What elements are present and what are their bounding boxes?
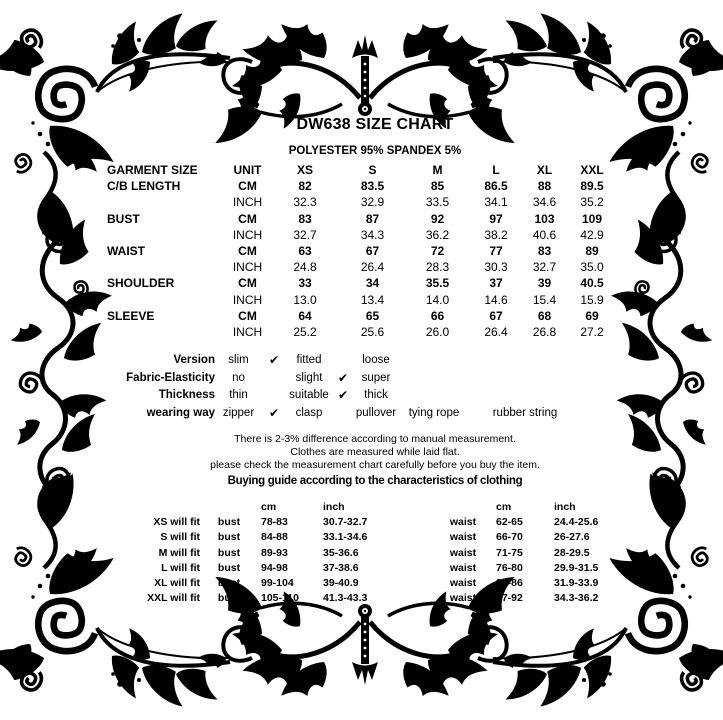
guide-cell: 35-36.6 <box>323 546 359 559</box>
value-cell: 77 <box>489 243 503 258</box>
attribute-option: thin <box>229 389 248 401</box>
value-cell: 83 <box>537 243 552 258</box>
size-chart-row <box>107 324 617 340</box>
fabric-composition: POLYESTER 95% SPANDEX 5% <box>288 145 462 157</box>
value-cell: 28.3 <box>425 260 450 275</box>
size-chart-header-cell: UNIT <box>233 163 262 177</box>
value-cell: 82 <box>298 179 312 194</box>
guide-cell: bust <box>217 531 241 544</box>
attribute-option <box>398 387 470 405</box>
guide-size-label: M will fit <box>158 546 200 559</box>
attribute-option: pullover <box>355 406 397 419</box>
guide-cell: 94-98 <box>261 561 288 574</box>
unit-cell: INCH <box>232 195 263 210</box>
attribute-option: clasp <box>295 406 323 419</box>
guide-cell: waist <box>449 546 477 559</box>
guide-size-label: XS will fit <box>153 516 200 529</box>
value-cell: 13.0 <box>293 292 317 307</box>
guide-cell: 24.4-25.6 <box>554 516 599 529</box>
value-cell: 27.2 <box>580 324 604 339</box>
attribute-label: Version <box>173 354 215 366</box>
guide-cell: 34.3-36.2 <box>554 592 599 605</box>
value-cell: 69 <box>585 308 599 323</box>
value-cell: 14.6 <box>484 292 508 307</box>
guide-cell: 81-86 <box>496 576 523 589</box>
buying-guide-table <box>120 500 628 606</box>
value-cell: 25.2 <box>293 324 317 339</box>
page-title: DW638 SIZE CHART <box>296 116 454 133</box>
value-cell: 36.2 <box>425 227 450 242</box>
size-chart-header-cell: S <box>368 163 377 177</box>
value-cell: 72 <box>430 243 445 258</box>
value-cell: 14.0 <box>425 292 450 307</box>
value-cell: 67 <box>489 308 503 323</box>
value-cell: 40.5 <box>580 276 604 291</box>
value-cell: 34.3 <box>360 227 385 242</box>
attribute-row <box>100 405 580 423</box>
attribute-option <box>398 370 470 388</box>
guide-size-label: S will fit <box>160 531 200 544</box>
guide-row <box>120 515 628 530</box>
size-chart-header-cell: L <box>492 163 500 177</box>
guide-header-cell <box>415 500 493 515</box>
guide-size-label: XL will fit <box>154 576 200 589</box>
value-cell: 64 <box>298 308 312 323</box>
guide-header-row <box>120 500 628 515</box>
attribute-option: slight <box>295 371 323 384</box>
value-cell: 86.5 <box>484 179 508 194</box>
attribute-row <box>100 370 580 388</box>
measurement-label <box>107 227 225 243</box>
attribute-option <box>332 405 354 423</box>
guide-header-cell: cm <box>261 501 277 513</box>
guide-cell: 87-92 <box>496 592 523 605</box>
attribute-option <box>470 387 580 405</box>
attribute-option: tying rope <box>408 406 460 419</box>
guide-header-cell: cm <box>496 501 512 513</box>
guide-cell: 76-80 <box>496 561 523 574</box>
attribute-option: rubber string <box>492 406 558 419</box>
value-cell: 35.2 <box>580 195 604 210</box>
value-cell: 26.4 <box>484 324 508 339</box>
guide-row <box>120 561 628 576</box>
value-cell: 37 <box>489 276 503 291</box>
check-icon: ✔ <box>337 388 349 402</box>
value-cell: 67 <box>365 243 380 258</box>
value-cell: 88 <box>537 179 552 194</box>
measurement-label <box>107 259 225 275</box>
attribute-option <box>262 370 286 388</box>
guide-cell: 89-93 <box>261 546 288 559</box>
attribute-option: no <box>232 371 245 384</box>
guide-header-cell <box>200 500 258 515</box>
value-cell: 32.9 <box>360 195 385 210</box>
guide-cell: 29.9-31.5 <box>554 561 599 574</box>
attribute-option <box>470 352 580 370</box>
value-cell: 83 <box>298 211 312 226</box>
guide-cell: bust <box>217 561 241 574</box>
guide-cell: bust <box>217 592 241 605</box>
value-cell: 32.7 <box>532 260 557 275</box>
measurement-label: WAIST <box>107 243 145 258</box>
size-chart-row <box>107 275 617 291</box>
value-cell: 63 <box>298 243 312 258</box>
measurement-label <box>107 324 225 340</box>
value-cell: 87 <box>365 211 380 226</box>
attribute-option <box>398 352 470 370</box>
value-cell: 32.3 <box>293 195 317 210</box>
value-cell: 97 <box>489 211 503 226</box>
check-icon: ✔ <box>268 405 280 420</box>
guide-header-cell: inch <box>554 501 576 513</box>
attribute-label: Thickness <box>158 389 215 401</box>
value-cell: 24.8 <box>293 260 317 275</box>
value-cell: 85 <box>430 179 445 194</box>
value-cell: 25.6 <box>360 324 385 339</box>
measurement-label: C/B LENGTH <box>107 179 181 194</box>
size-chart-header-cell: XL <box>536 163 553 177</box>
value-cell: 92 <box>430 211 445 226</box>
size-chart-row <box>107 194 617 210</box>
guide-header-cell: inch <box>323 501 345 513</box>
guide-cell: bust <box>217 576 241 589</box>
note-line-2: Clothes are measured while laid flat. <box>290 446 460 458</box>
notes <box>120 433 630 490</box>
unit-cell: INCH <box>232 260 263 275</box>
value-cell: 34.6 <box>532 195 557 210</box>
attribute-option <box>332 352 354 370</box>
size-chart-body <box>107 178 617 340</box>
value-cell: 65 <box>365 308 380 323</box>
size-chart-row <box>107 308 617 324</box>
note-line-1: There is 2-3% difference according to manual measurement. <box>234 433 516 445</box>
attribute-label: Fabric-Elasticity <box>126 371 215 384</box>
guide-size-label: L will fit <box>161 561 200 574</box>
value-cell: 39 <box>537 276 552 291</box>
guide-cell: waist <box>449 561 477 574</box>
guide-cell: 41.3-43.3 <box>323 592 368 605</box>
value-cell: 34.1 <box>484 195 508 210</box>
value-cell: 15.9 <box>580 292 604 307</box>
guide-cell: 28-29.5 <box>554 546 590 559</box>
guide-cell: 62-65 <box>496 516 523 529</box>
unit-cell: CM <box>238 179 257 194</box>
value-cell: 35.5 <box>425 276 450 291</box>
guide-cell: waist <box>449 592 477 605</box>
guide-cell: 31.9-33.9 <box>554 576 599 589</box>
value-cell: 38.2 <box>484 227 508 242</box>
unit-cell: INCH <box>232 292 263 307</box>
guide-cell: 84-88 <box>261 531 288 544</box>
size-chart-header-cell: XXL <box>580 163 604 177</box>
guide-cell: 37-38.6 <box>323 561 359 574</box>
unit-cell: CM <box>238 308 257 323</box>
size-chart-row <box>107 259 617 275</box>
value-cell: 32.7 <box>293 227 317 242</box>
size-chart-row <box>107 211 617 227</box>
attribute-option: fitted <box>296 354 322 366</box>
value-cell: 26.0 <box>425 324 450 339</box>
attributes-table <box>100 352 580 422</box>
value-cell: 83.5 <box>360 179 385 194</box>
guide-cell: waist <box>449 531 477 544</box>
value-cell: 13.4 <box>360 292 385 307</box>
note-line-3: please check the measurement chart carefully before you buy the item. <box>210 459 540 471</box>
unit-cell: CM <box>238 211 257 226</box>
value-cell: 109 <box>581 211 603 226</box>
attribute-option: suitable <box>289 389 329 401</box>
buying-guide-heading: Buying guide according to the characteristics of clothing <box>227 475 523 487</box>
guide-row <box>120 546 628 561</box>
attribute-label: wearing way <box>146 406 215 419</box>
value-cell: 40.6 <box>532 227 557 242</box>
attribute-option: slim <box>228 354 249 366</box>
attribute-option: super <box>361 371 391 384</box>
guide-cell: 26-27.6 <box>554 531 590 544</box>
size-chart-row <box>107 292 617 308</box>
size-chart-table <box>107 162 617 340</box>
size-chart-header-cell: GARMENT SIZE <box>107 163 198 177</box>
value-cell: 89.5 <box>580 179 604 194</box>
guide-cell: bust <box>217 516 241 529</box>
size-chart-header-cell: M <box>432 163 443 177</box>
attribute-option: thick <box>364 389 388 401</box>
measurement-label: BUST <box>107 211 140 226</box>
unit-cell: INCH <box>232 324 263 339</box>
attribute-option: zipper <box>222 406 255 419</box>
value-cell: 35.0 <box>580 260 604 275</box>
guide-row <box>120 576 628 591</box>
size-chart-row <box>107 243 617 259</box>
value-cell: 89 <box>585 243 599 258</box>
guide-cell: 66-70 <box>496 531 523 544</box>
value-cell: 15.4 <box>532 292 557 307</box>
value-cell: 68 <box>537 308 552 323</box>
check-icon: ✔ <box>268 353 280 367</box>
measurement-label: SLEEVE <box>107 308 155 323</box>
value-cell: 103 <box>534 211 555 226</box>
value-cell: 33 <box>298 276 312 291</box>
value-cell: 33.5 <box>425 195 450 210</box>
guide-cell: 30.7-32.7 <box>323 516 368 529</box>
guide-cell: 99-104 <box>261 576 294 589</box>
unit-cell: CM <box>238 276 257 291</box>
measurement-label <box>107 194 225 210</box>
attribute-option: loose <box>362 354 390 366</box>
guide-cell: 105-110 <box>261 592 299 605</box>
value-cell: 34 <box>365 276 380 291</box>
guide-size-label: XXL will fit <box>147 592 200 605</box>
value-cell: 42.9 <box>580 227 604 242</box>
size-chart-row <box>107 227 617 243</box>
guide-cell: waist <box>449 516 477 529</box>
value-cell: 26.4 <box>360 260 385 275</box>
unit-cell: INCH <box>232 227 263 242</box>
guide-cell: 71-75 <box>496 546 523 559</box>
unit-cell: CM <box>238 243 257 258</box>
value-cell: 30.3 <box>484 260 508 275</box>
value-cell: 26.8 <box>532 324 557 339</box>
attribute-option <box>470 370 580 388</box>
attribute-row <box>100 352 580 370</box>
size-chart-row <box>107 178 617 194</box>
size-chart-header-row <box>107 162 617 178</box>
measurement-label <box>107 292 225 308</box>
guide-row <box>120 591 628 606</box>
attribute-option <box>262 387 286 405</box>
guide-cell: 39-40.9 <box>323 576 359 589</box>
guide-row <box>120 530 628 545</box>
guide-cell: waist <box>449 576 477 589</box>
guide-cell: bust <box>217 546 241 559</box>
check-icon: ✔ <box>337 370 349 385</box>
size-chart-header-cell: XS <box>296 163 313 177</box>
value-cell: 66 <box>430 308 445 323</box>
guide-cell: 33.1-34.6 <box>323 531 368 544</box>
guide-cell: 78-83 <box>261 516 288 529</box>
guide-header-cell <box>120 500 200 515</box>
attribute-row <box>100 387 580 405</box>
measurement-label: SHOULDER <box>107 276 175 291</box>
